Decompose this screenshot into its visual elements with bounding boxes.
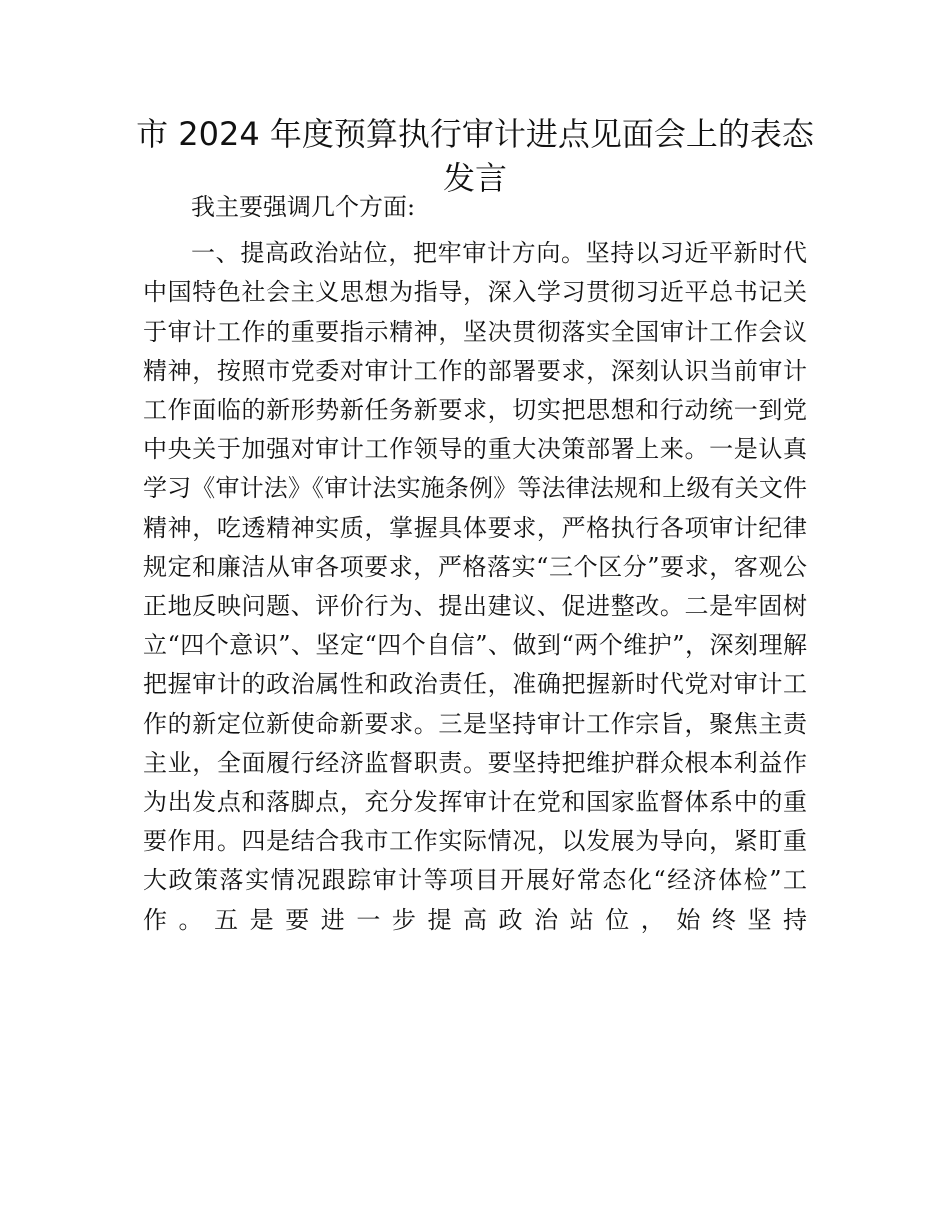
intro-paragraph: 我主要强调几个方面:: [191, 193, 416, 221]
title-line-1: 市 2024 年度预算执行审计进点见面会上的表态: [136, 115, 814, 153]
paragraph-1: 一、提高政治站位，把牢审计方向。坚持以习近平新时代中国特色社会主义思想为指导，深入学习贯彻习近平总书记关于审计工作的重要指示精神，坚决贯彻落实全国审计工作会议精神，按照市党委对审计工作的部署要求，深刻认识当前审计工作面临的新形势新任务新要求，切实把思想和行动统一到党中央关于加强对审计工作领导的重大决策部署上来。一是认真学习《审计法》《审计法实施条例》等法律法规和上级有关文件精神，吃透精神实质，掌握具体要求，严格执行各项审计纪律规定和廉洁从审各项要求，严格落实“三个区分”要求，客观公正地反映问题、评价行为、提出建议、促进整改。二是牢固树立“四个意识”、坚定“四个自信”、做到“两个维护”，深刻理解把握审计的政治属性和政治责任，准确把握新时代党对审计工作的新定位新使命新要求。三是坚持审计工作宗旨，聚焦主责主业，全面履行经济监督职责。要坚持把维护群众根本利益作为出发点和落脚点，充分发挥审计在党和国家监督体系中的重要作用。四是结合我市工作实际情况，以发展为导向，紧盯重大政策落实情况跟踪审计等项目开展好常态化“经济体检”工作。五是要进一步提高政治站位，始终坚持: [143, 239, 807, 934]
document-body: [143, 188, 807, 940]
document-title: [100, 112, 850, 200]
title-line-2: 发言: [442, 159, 507, 197]
